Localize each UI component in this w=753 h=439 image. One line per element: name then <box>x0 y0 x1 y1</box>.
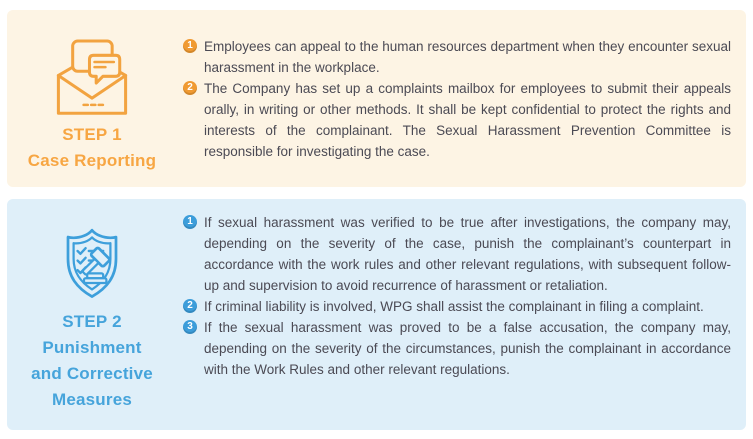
envelope-chat-icon <box>50 36 134 120</box>
list-item <box>183 78 731 162</box>
item-text: If criminal liability is involved, WPG shall assist the complainant in filing a complaint. <box>204 299 704 314</box>
list-item <box>183 296 731 317</box>
step-1-sidebar <box>7 10 177 187</box>
step-2-label-line-2: Punishment <box>42 338 142 357</box>
item-text: Employees can appeal to the human resources department when they encounter sexual harassment in the workplace. <box>204 39 731 75</box>
item-number-badge: 1 <box>183 215 197 229</box>
item-text: If the sexual harassment was proved to be a false accusation, the company may, depending on the severity of the circumstances, punish the complainant in accordance with the Work Rules and other relevant regulations. <box>204 320 731 377</box>
shield-gavel-icon <box>52 227 132 307</box>
step-2-label <box>31 309 153 413</box>
step-2-panel <box>7 199 746 430</box>
step-2-label-line-4: Measures <box>51 390 133 409</box>
list-item <box>183 317 731 380</box>
step-2-sidebar <box>7 199 177 430</box>
item-number-badge: 1 <box>183 39 197 53</box>
step-1-panel <box>7 10 746 187</box>
step-1-label-line-1: STEP 1 <box>62 125 122 144</box>
step-1-items <box>177 10 746 187</box>
item-number-badge: 2 <box>183 299 197 313</box>
step-2-label-line-3: and Corrective <box>31 364 153 383</box>
item-number-badge: 3 <box>183 320 197 334</box>
step-2-items <box>177 199 746 430</box>
item-text: The Company has set up a complaints mailbox for employees to submit their appeals orally, in writing or other methods. It shall be kept confidential to protect the rights and interests of the complainant. The Sexual Harassment Prevention Committee is responsible for investigating the case. <box>204 81 731 159</box>
step-2-label-line-1: STEP 2 <box>62 312 122 331</box>
step-1-label-line-2: Case Reporting <box>27 151 157 170</box>
step-1-label <box>28 122 156 174</box>
list-item <box>183 212 731 296</box>
list-item <box>183 36 731 78</box>
item-number-badge: 2 <box>183 81 197 95</box>
item-text: If sexual harassment was verified to be true after investigations, the company may, depending on the severity of the case, punish the complainant’s counterpart in accordance with the work rules and other relevant regulations, with subsequent follow-up and supervision to avoid recurrence of harassment or retaliation. <box>204 215 731 293</box>
